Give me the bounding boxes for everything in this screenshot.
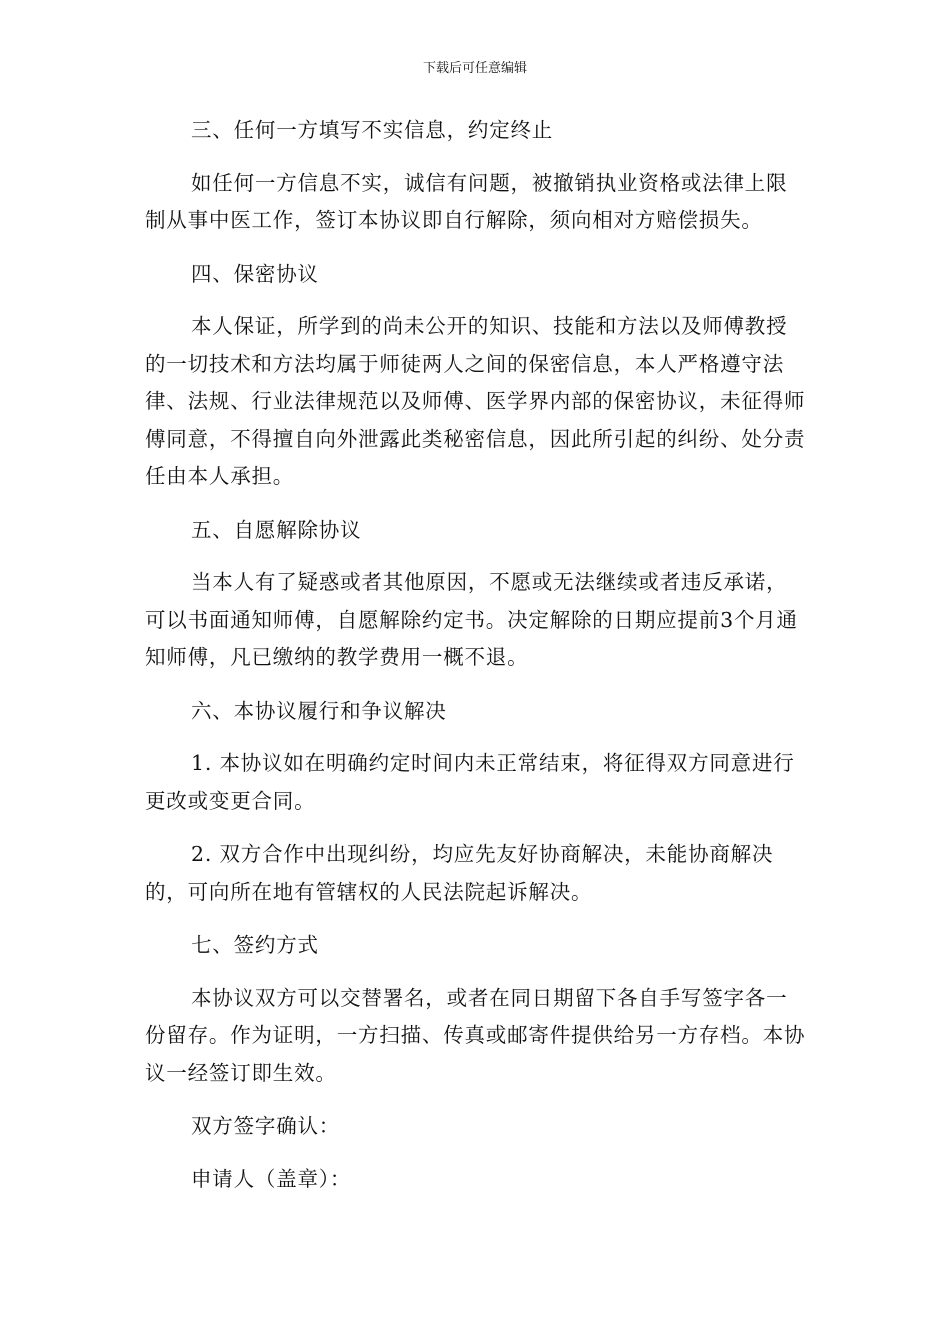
section-4-title: 四、保密协议 (191, 261, 319, 286)
header-note: 下载后可任意编辑 (422, 61, 527, 76)
section-4-body: 本人保证，所学到的尚未公开的知识、技能和方法以及师傅教授的一切技术和方法均属于师徒两人之间的保密信息，本人严格遵守法律、法规、行业法律规范以及师傅、医学界内部的保密协议，未征得师傅同意，不得擅自向外泄露此类秘密信息，因此所引起的纠纷、处分责任由本人承担。 (145, 314, 806, 488)
section-6-item-1: 1. 本协议如在明确约定时间内未正常结束，将征得双方同意进行更改或变更合同。 (145, 751, 795, 813)
signature-confirm: 双方签字确认： (191, 1114, 341, 1138)
section-7-body: 本协议双方可以交替署名，或者在同日期留下各自手写签字各一份留存。作为证明，一方扫描、传真或邮寄件提供给另一方存档。本协议一经签订即生效。 (145, 985, 806, 1085)
section-6-item-2: 2. 双方合作中出现纠纷，均应先友好协商解决，未能协商解决的，可向所在地有管辖权的人民法院起诉解决。 (145, 842, 774, 904)
document-body (145, 112, 807, 1198)
applicant-seal-line: 申请人（盖章）： (191, 1166, 352, 1191)
section-6-title: 六、本协议履行和争议解决 (191, 698, 447, 723)
section-3-body: 如任何一方信息不实，诚信有问题，被撤销执业资格或法律上限制从事中医工作，签订本协议即自行解除，须向相对方赔偿损失。 (145, 170, 788, 232)
section-5-title: 五、自愿解除协议 (191, 517, 362, 542)
section-3-title: 三、任何一方填写不实信息，约定终止 (191, 118, 554, 142)
section-5-body: 当本人有了疑惑或者其他原因，不愿或无法继续或者违反承诺，可以书面通知师傅，自愿解除约定书。决定解除的日期应提前3个月通知师傅，凡已缴纳的教学费用一概不退。 (145, 570, 798, 669)
section-7-title: 七、签约方式 (191, 933, 319, 957)
